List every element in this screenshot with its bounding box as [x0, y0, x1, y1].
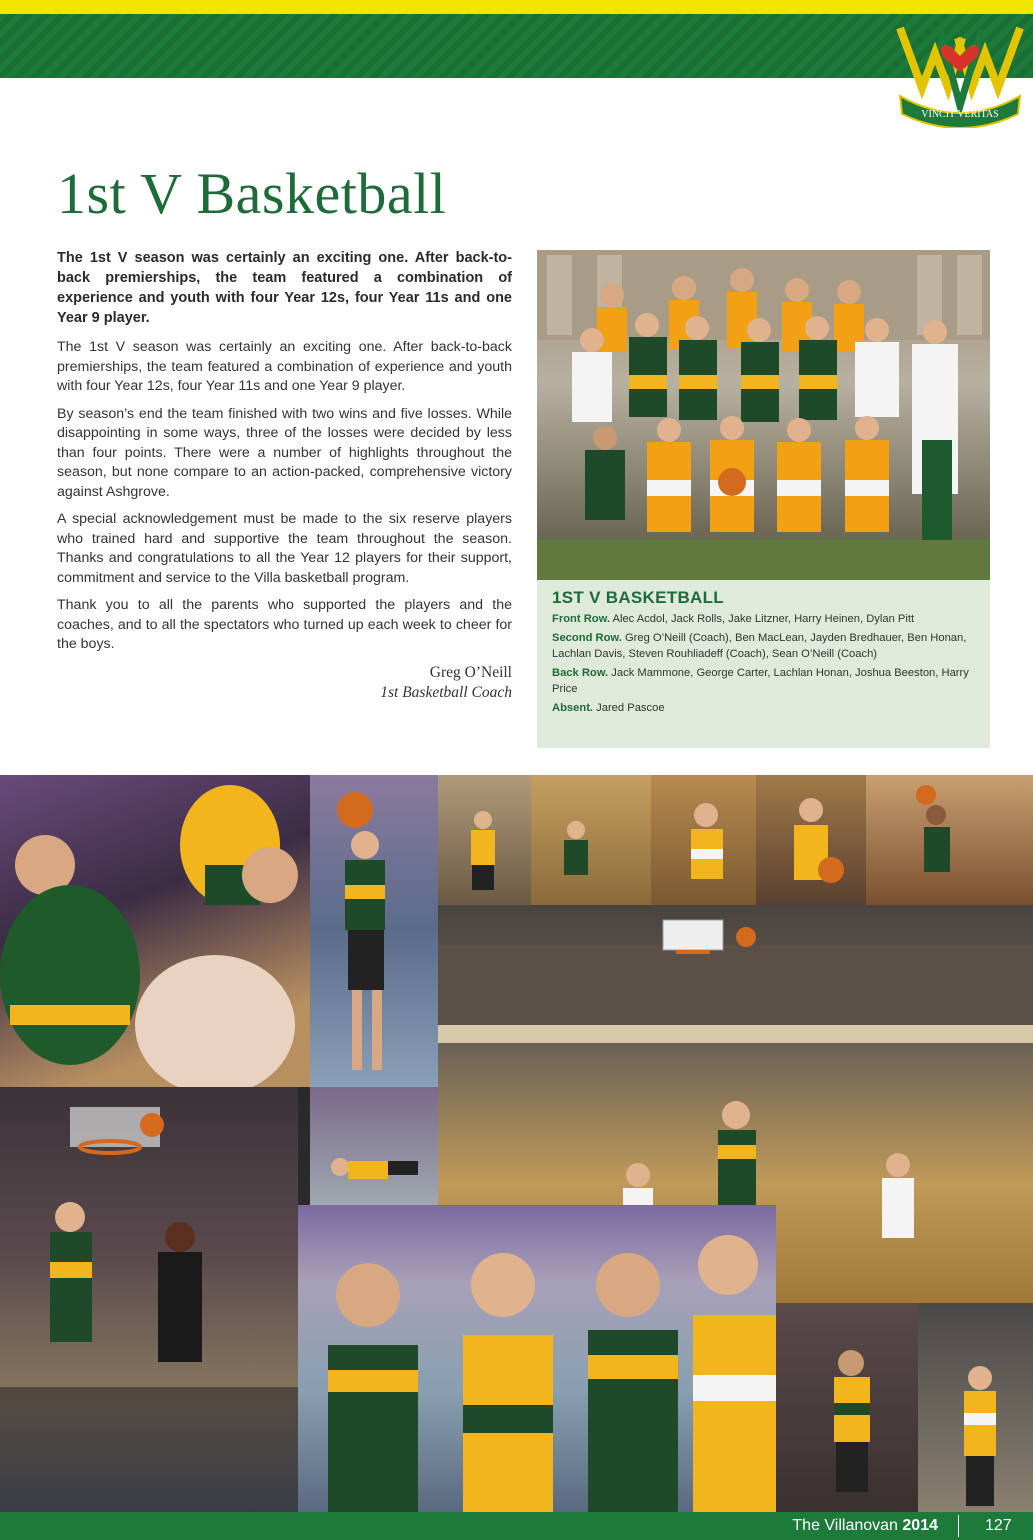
page-number: 127 [985, 1517, 1012, 1534]
team-photo-illustration [537, 250, 990, 580]
footer-publication [792, 1517, 938, 1535]
author-name: Greg O’Neill [429, 663, 512, 681]
photo-free-throw [918, 1303, 1033, 1512]
photo-player-ball [310, 775, 438, 1087]
photo-player-crossover [776, 1303, 918, 1512]
front-row-names: Alec Acdol, Jack Rolls, Jake Litzner, Harry Heinen, Dylan Pitt [612, 612, 915, 625]
photo-bench-players [0, 775, 310, 1087]
photo-court-small [531, 775, 651, 905]
photo-player-ball-hold [756, 775, 866, 905]
footer-divider [958, 1515, 959, 1537]
second-row-label: Second Row. [552, 632, 622, 644]
header-green-bar [0, 14, 1033, 78]
front-row-line [552, 612, 975, 628]
back-row-names: Jack Mammone, George Carter, Lachlan Honan, Joshua Beeston, Harry Price [552, 667, 969, 695]
photo-collage [0, 775, 1033, 1512]
author-role: 1st Basketball Coach [380, 683, 512, 701]
second-row-line [552, 631, 975, 662]
footer-year: 2014 [902, 1517, 938, 1534]
school-crest-logo [890, 18, 1030, 128]
article-paragraph: By season’s end the team finished with two wins and five losses. While disappointing in some ways, three of the losses were decided by less than four points. There were a number of highlights throughout the season, but none compare to an action-packed, comprehensive victory against Ashgrove. [57, 405, 512, 500]
photo-player-dive [310, 1087, 438, 1205]
back-row-line [552, 666, 975, 697]
photo-rebound-hoop [0, 1087, 298, 1512]
signature [57, 663, 512, 703]
photo-team-huddle [298, 1205, 776, 1512]
article-paragraph: A special acknowledgement must be made to the six reserve players who trained hard and supportive the team throughout the season. Thanks and congratulations to all the Year 12 players for their support, commitment and service to the Villa basketball program. [57, 511, 512, 586]
photo-layup-small [438, 775, 531, 905]
article-paragraph: The 1st V season was certainly an exciting one. After back-to-back premierships, the team featured a combination of experience and youth with four Year 12s, four Year 11s and one Year 9 player. [57, 339, 512, 394]
page-title: 1st V Basketball [57, 161, 447, 226]
absent-line [552, 701, 975, 717]
second-row-names: Greg O’Neill (Coach), Ben MacLean, Jayden Bredhauer, Ben Honan, Lachlan Davis, Steven Rouhliadeff (Coach), Sean O’Neill (Coach) [552, 632, 967, 660]
crest-motto: VINCIT VERITAS [921, 109, 999, 120]
photo-jump-shot [866, 775, 1033, 905]
caption-title: 1ST V BASKETBALL [552, 588, 724, 607]
back-row-label: Back Row. [552, 667, 609, 679]
front-row-label: Front Row. [552, 612, 610, 625]
article-paragraph: Thank you to all the parents who supported the players and the coaches, and to all the spectators who turned up each week to cheer for the boys. [57, 597, 512, 652]
article-body [57, 248, 512, 703]
photo-player-dribble [651, 775, 756, 905]
team-photo [537, 250, 990, 580]
team-caption [537, 580, 990, 748]
page-footer [0, 1512, 1033, 1540]
article-lead: The 1st V season was certainly an exciting one. After back-to-back premierships, the team featured a combination of experience and youth with four Year 12s, four Year 11s and one Year 9 player. [57, 250, 512, 326]
footer-publication-name: The Villanovan [792, 1517, 898, 1534]
header-yellow-bar [0, 0, 1033, 14]
absent-label: Absent. [552, 702, 594, 714]
absent-names: Jared Pascoe [596, 702, 665, 714]
